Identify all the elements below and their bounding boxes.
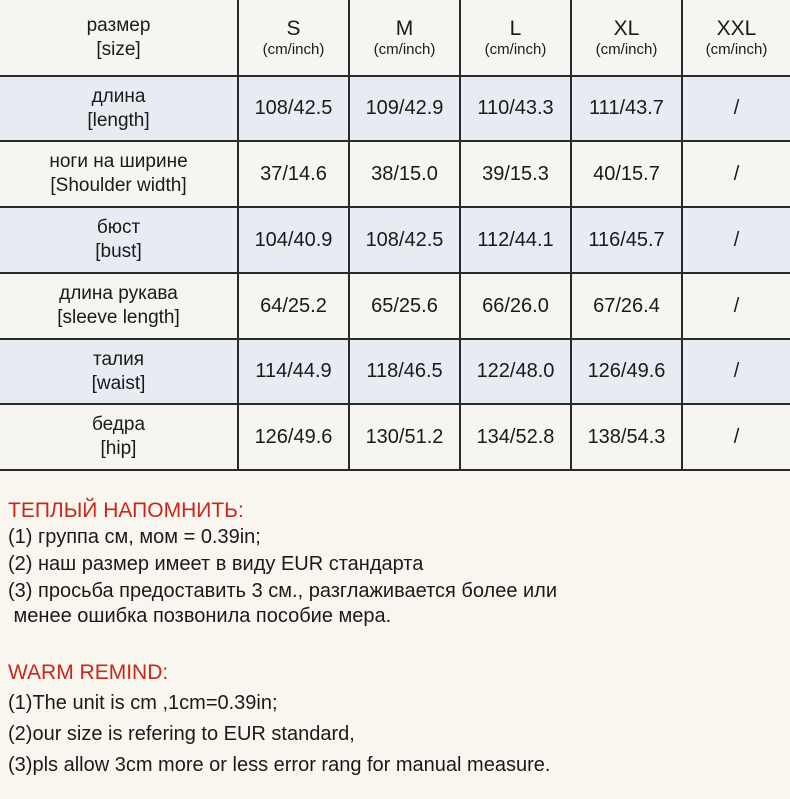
size-name: XXL <box>716 16 757 40</box>
row-label-ru: бюст <box>96 217 141 238</box>
table-cell: 130/51.2 <box>349 404 460 470</box>
table-cell: 138/54.3 <box>571 404 682 470</box>
row-label <box>0 76 238 141</box>
table-cell: 126/49.6 <box>571 339 682 404</box>
row-label-en: [length] <box>87 109 150 131</box>
table-cell: 104/40.9 <box>238 207 349 273</box>
size-unit: (cm/inch) <box>484 40 547 58</box>
table-cell: 40/15.7 <box>571 141 682 207</box>
size-label-en: [size] <box>96 38 141 60</box>
note-ru-1: (1) группа см, мом = 0.39in; <box>8 526 261 548</box>
size-header-cell <box>0 0 238 76</box>
table-cell: / <box>682 141 790 207</box>
table-cell: 116/45.7 <box>571 207 682 273</box>
size-name: S <box>286 16 301 40</box>
table-cell: / <box>682 76 790 141</box>
table-cell: 112/44.1 <box>460 207 571 273</box>
warm-remind-title-en: WARM REMIND: <box>8 661 169 684</box>
size-column-header <box>349 0 460 76</box>
table-row <box>0 339 790 404</box>
size-name: XL <box>613 16 640 40</box>
table-cell: / <box>682 207 790 273</box>
table-cell: / <box>682 339 790 404</box>
table-cell: 110/43.3 <box>460 76 571 141</box>
note-ru-2: (2) наш размер имеет в виду EUR стандарта <box>8 553 424 575</box>
table-cell: 126/49.6 <box>238 404 349 470</box>
table-cell: 118/46.5 <box>349 339 460 404</box>
table-cell: 39/15.3 <box>460 141 571 207</box>
row-label-en: [bust] <box>95 241 142 262</box>
size-label-ru: размер <box>86 14 151 36</box>
row-label-en: [Shoulder width] <box>50 175 187 196</box>
note-ru-3b: менее ошибка позвонила пособие мера. <box>8 605 392 627</box>
row-label-ru: бедра <box>91 414 146 435</box>
row-label <box>0 339 238 404</box>
row-label-ru: талия <box>92 348 145 370</box>
row-label-ru: длина рукава <box>59 283 178 304</box>
row-label-en: [waist] <box>91 372 146 394</box>
size-unit: (cm/inch) <box>705 40 768 58</box>
table-cell: 66/26.0 <box>460 273 571 339</box>
table-cell: 108/42.5 <box>238 76 349 141</box>
table-row <box>0 76 790 141</box>
size-column-header <box>571 0 682 76</box>
table-cell: 38/15.0 <box>349 141 460 207</box>
size-column-header <box>238 0 349 76</box>
table-row <box>0 207 790 273</box>
notes-section <box>8 498 783 778</box>
table-header-row <box>0 0 790 76</box>
table-cell: 134/52.8 <box>460 404 571 470</box>
row-label <box>0 273 238 339</box>
table-cell: / <box>682 404 790 470</box>
size-column-header <box>460 0 571 76</box>
size-unit: (cm/inch) <box>262 40 325 58</box>
note-ru-3a: (3) просьба предоставить 3 см., разглаживается более или <box>8 580 558 602</box>
warm-remind-title-ru: ТЕПЛЫЙ НАПОМНИТЬ: <box>8 499 244 522</box>
table-cell: / <box>682 273 790 339</box>
row-label-en: [sleeve length] <box>57 307 180 328</box>
note-en-2: (2)our size is refering to EUR standard, <box>8 723 355 745</box>
row-label-en: [hip] <box>100 438 137 459</box>
table-row <box>0 141 790 207</box>
row-label <box>0 207 238 273</box>
size-unit: (cm/inch) <box>373 40 436 58</box>
table-cell: 37/14.6 <box>238 141 349 207</box>
table-cell: 65/25.6 <box>349 273 460 339</box>
table-cell: 67/26.4 <box>571 273 682 339</box>
table-cell: 114/44.9 <box>238 339 349 404</box>
size-name: L <box>509 16 522 40</box>
row-label <box>0 404 238 470</box>
table-cell: 122/48.0 <box>460 339 571 404</box>
table-row <box>0 404 790 470</box>
row-label <box>0 141 238 207</box>
table-cell: 111/43.7 <box>571 76 682 141</box>
size-unit: (cm/inch) <box>595 40 658 58</box>
row-label-ru: ноги на ширине <box>49 151 188 172</box>
table-cell: 64/25.2 <box>238 273 349 339</box>
row-label-ru: длина <box>91 85 146 107</box>
table-row <box>0 273 790 339</box>
table-cell: 108/42.5 <box>349 207 460 273</box>
size-column-header <box>682 0 790 76</box>
table-cell: 109/42.9 <box>349 76 460 141</box>
note-en-3: (3)pls allow 3cm more or less error rang for manual measure. <box>8 754 551 776</box>
note-en-1: (1)The unit is cm ,1cm=0.39in; <box>8 692 278 714</box>
size-name: M <box>395 16 414 40</box>
